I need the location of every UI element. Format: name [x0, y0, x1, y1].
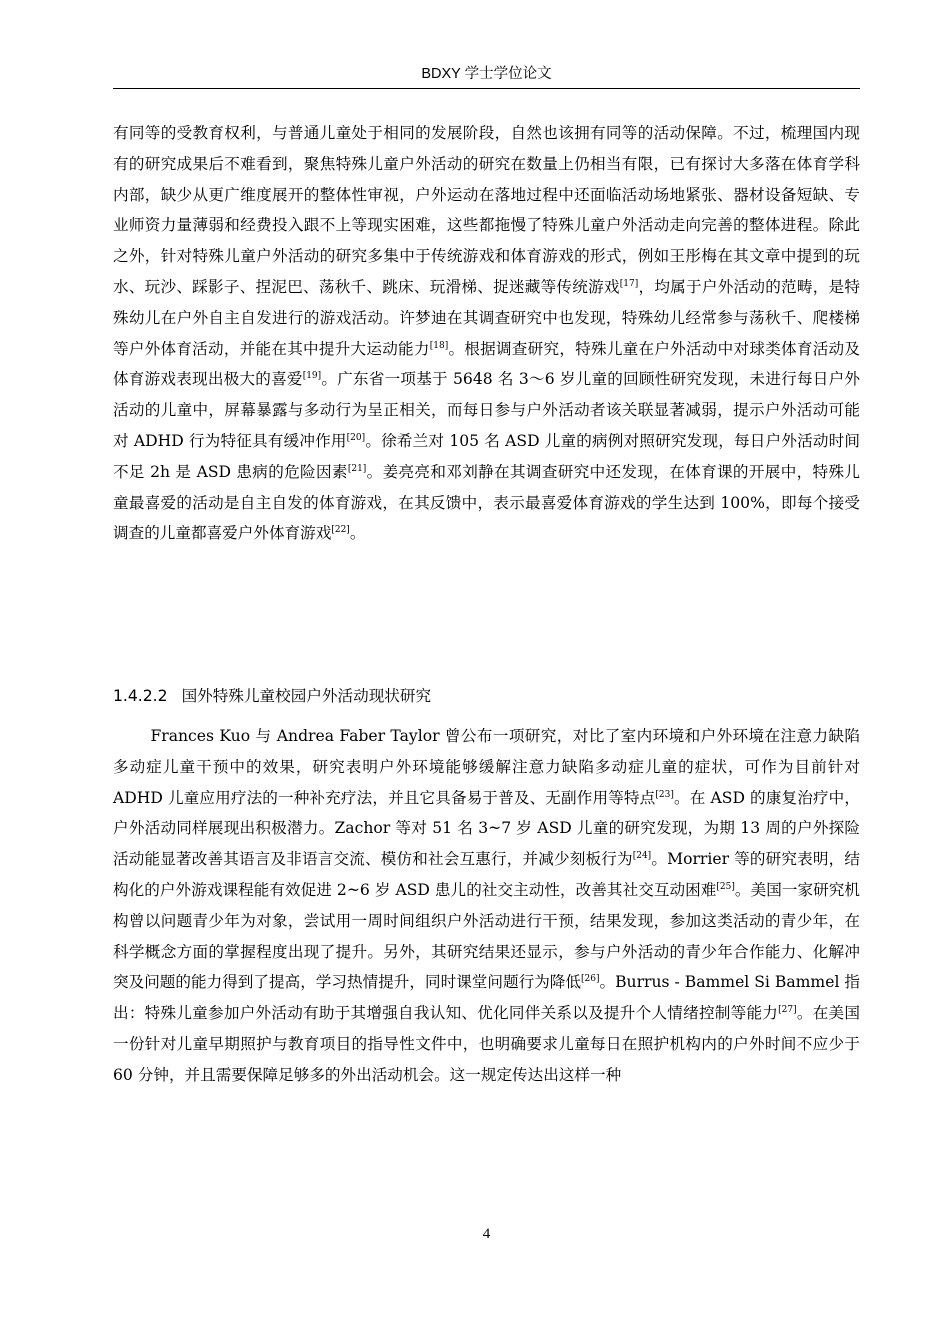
running-header: BDXY 学士学位论文 — [421, 66, 552, 82]
text-segment: 有同等的受教育权利，与普通儿童处于相同的发展阶段，自然也该拥有同等的活动保障。不过，梳理国内现有的研究成果后不难看到，聚焦特殊儿童户外活动的研究在数量上仍相当有限，已有探讨大多落在体育学科内部，缺少从更广维度展开的整体性审视，户外运动在落地过程中还面临活动场地紧张、器材设备短缺、专业师资力量薄弱和经费投入跟不上等现实困难，这些都拖慢了特殊儿童户外活动走向完善的整体进程。除此之外，针对特殊儿童户外活动的研究多集中于传统游戏和体育游戏的形式，例如王彤梅在其文章中提到的玩水、玩沙、踩影子、捏泥巴、荡秋千、跳床、玩滑梯、捉迷藏等传统游戏 — [113, 124, 860, 296]
citation-ref: [24] — [632, 851, 652, 862]
text-segment: 。 — [349, 524, 366, 543]
citation-ref: [23] — [655, 789, 674, 800]
citation-ref: [27] — [778, 1005, 797, 1016]
citation-ref: [25] — [716, 881, 735, 892]
text-segment: 。广东省一项基于 5648 名 3～6 岁儿童的回顾性研究发现，未进行每日户外活动的儿童中，屏幕暴露与多动行为呈正相关，而每日参与户外活动者该关联显著减弱，提示户外活动可能对 ADHD 行为特征具有缓冲作用 — [113, 370, 860, 450]
text-segment: ，均属于户外活动的范畴，是特殊幼儿在户外自主自发进行的游戏活动。许梦迪在其调查研究中也发现，特殊幼儿经常参与荡秋千、爬楼梯等户外体育活动，并能在其中提升大运动能力 — [113, 277, 860, 358]
citation-ref: [22] — [331, 525, 350, 536]
text-segment: Frances Kuo 与 Andrea Faber Taylor 曾公布一项研究，对比了室内环境和户外环境在注意力缺陷多动症儿童干预中的效果，研究表明户外环境能够缓解注意力缺陷多动症儿童的症状，可作为目前针对 ADHD 儿童应用疗法的一种补充疗法，并且它具备易于普及、无副作用等特点 — [113, 727, 860, 807]
citation-ref: [20] — [346, 432, 366, 443]
text-segment: 。Morrier 等的研究表明，结构化的户外游戏课程能有效促进 2~6 岁 ASD 患儿的社交主动性，改善其社交互动困难 — [113, 850, 860, 899]
text-segment: 。姜亮亮和邓刘静在其调查研究中还发现，在体育课的开展中，特殊儿童最喜爱的活动是自主自发的体育游戏，在其反馈中，表示最喜爱体育游戏的学生达到 100%，即每个接受调查的儿童都喜爱户外体育游戏 — [113, 462, 860, 543]
section-number: 1.4.2.2 — [113, 687, 168, 705]
text-segment: 。根据调查研究，特殊儿童在户外活动中对球类体育活动及体育游戏表现出极大的喜爱 — [113, 339, 860, 389]
text-segment: 。在美国一份针对儿童早期照护与教育项目的指导性文件中，也明确要求儿童每日在照护机构内的户外时间不应少于 60 分钟，并且需要保障足够多的外出活动机会。这一规定传达出这样一种 — [113, 1004, 860, 1084]
citation-ref: [18] — [429, 340, 449, 351]
text-segment: 。徐希兰对 105 名 ASD 儿童的病例对照研究发现，每日户外活动时间不足 2h 是 ASD 患病的危险因素 — [113, 431, 861, 481]
paragraph-1 — [113, 118, 860, 549]
citation-ref: [19] — [302, 371, 322, 382]
paragraph-2 — [113, 721, 860, 1091]
header-rule — [113, 88, 860, 89]
citation-ref: [17] — [619, 278, 639, 289]
section-title: 国外特殊儿童校园户外活动现状研究 — [181, 687, 432, 705]
text-segment: 。Burrus - Bammel Si Bammel 指出：特殊儿童参加户外活动有助于其增强自我认知、优化同伴关系以及提升个人情绪控制等能力 — [113, 973, 860, 1023]
citation-ref: [26] — [581, 974, 600, 985]
page-number: 4 — [482, 1226, 491, 1242]
text-segment: 。美国一家研究机构曾以问题青少年为对象，尝试用一周时间组织户外活动进行干预，结果发现，参加这类活动的青少年，在科学概念方面的掌握程度出现了提升。另外，其研究结果还显示，参与户外活动的青少年合作能力、化解冲突及问题的能力得到了提高，学习热情提升，同时课堂问题行为降低 — [113, 880, 860, 992]
text-segment: 。在 ASD 的康复治疗中，户外活动同样展现出积极潜力。Zachor 等对 51 名 3~7 岁 ASD 儿童的研究发现，为期 13 周的户外探险活动能显著改善其语言及非语言交流、模仿和社会互惠行，并减少刻板行为 — [113, 788, 860, 869]
section-heading — [113, 681, 860, 711]
citation-ref: [21] — [347, 463, 367, 474]
